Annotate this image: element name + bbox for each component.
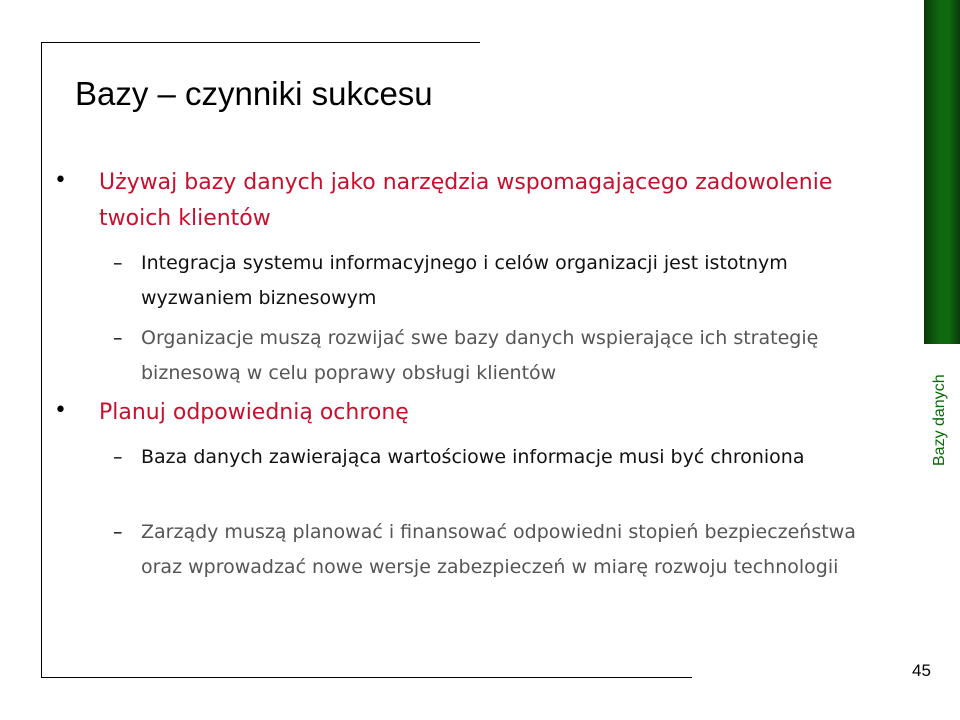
bullet-point-1: Używaj bazy danych jako narzędzia wspomagającego zadowolenie twoich klientów bbox=[99, 170, 833, 231]
sidebar-label: Bazy danych bbox=[931, 374, 948, 466]
bullet-point-2: Planuj odpowiednią ochronę bbox=[99, 400, 409, 425]
dash-icon: – bbox=[113, 252, 123, 274]
bullet-icon: • bbox=[54, 168, 67, 193]
dash-icon: – bbox=[113, 521, 123, 543]
sub-point-2-1: Baza danych zawierająca wartościowe informacje musi być chroniona bbox=[141, 446, 805, 468]
green-sidebar bbox=[924, 0, 960, 344]
bullet-icon: • bbox=[54, 398, 67, 423]
frame-top-line bbox=[41, 42, 480, 43]
sub-point-1-1: Integracja systemu informacyjnego i celów organizacji jest istotnym wyzwaniem biznesowym bbox=[141, 252, 788, 309]
frame-bottom-line bbox=[41, 677, 692, 678]
page-number: 45 bbox=[912, 661, 931, 680]
dash-icon: – bbox=[113, 446, 123, 468]
frame-left-line bbox=[41, 42, 42, 678]
slide-title: Bazy – czynniki sukcesu bbox=[75, 75, 433, 112]
dash-icon: – bbox=[113, 327, 123, 349]
sub-point-1-2: Organizacje muszą rozwijać swe bazy danych wspierające ich strategię biznesową w celu poprawy obsługi klientów bbox=[141, 327, 819, 384]
sub-point-2-2: Zarządy muszą planować i finansować odpowiedni stopień bezpieczeństwa oraz wprowadzać nowe wersje zabezpieczeń w miarę rozwoju technologii bbox=[141, 521, 856, 578]
